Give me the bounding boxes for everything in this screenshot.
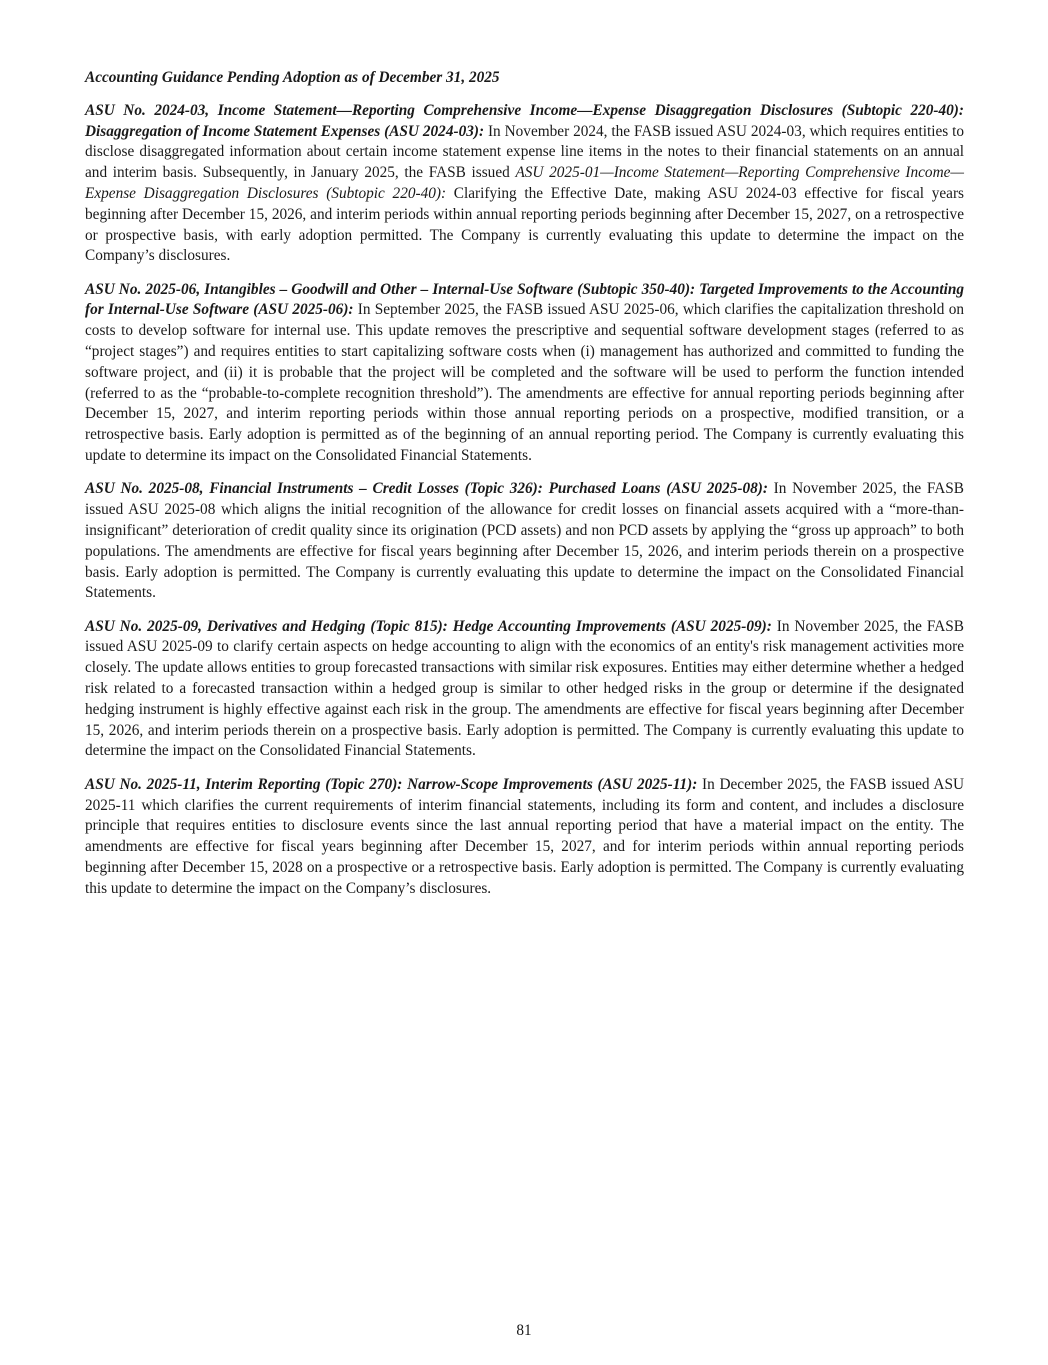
page-number: 81 [516,1322,532,1339]
paragraph-asu-2025-09 [85,617,964,763]
paragraph-body: In November 2025, the FASB issued ASU 2025-09 to clarify certain aspects on hedge accounting to align with the economics of an entity's risk management activities more closely. The update allows entities to group forecasted transactions with similar risk exposures. Entities may either determine whether a hedged risk related to a forecasted transaction within a hedged group is similar to other hedged risks in the group or determine if the designated hedging instrument is highly effective against each risk in the group. The amendments are effective for fiscal years beginning after December 15, 2026, and interim periods therein on a prospective basis. Early adoption is permitted. The Company is currently evaluating this update to determine the impact on the Consolidated Financial Statements. [85,617,965,760]
paragraph-lead: ASU No. 2024-03, Income Statement—Reporting Comprehensive Income—Expense Disaggregation Disclosures (Subtopic 220-40): Disaggregation of Income Statement Expenses (ASU 2024-03): [85,101,964,140]
paragraph-lead: ASU No. 2025-06, Intangibles – Goodwill and Other – Internal-Use Software (Subtopic 350-40): Targeted Improvements to the Accounting for Internal-Use Software (ASU 2025-06): [85,280,964,319]
section-heading: Accounting Guidance Pending Adoption as of December 31, 2025 [85,69,500,86]
paragraph-body: In November 2025, the FASB issued ASU 2025-08 which aligns the initial recognition of the allowance for credit losses on financial assets acquired with a “more-than-insignificant” deterioration of credit quality since its origination (PCD assets) and non PCD assets by applying the “gross up approach” to both populations. The amendments are effective for fiscal years beginning after December 15, 2026, and interim periods therein on a prospective basis. Early adoption is permitted. The Company is currently evaluating this update to determine the impact on the Consolidated Financial Statements. [85,480,964,602]
paragraph-italic-reference: ASU 2025-01—Income Statement—Reporting Comprehensive Income—Expense Disaggregation Disclosures (Subtopic 220-40): [85,164,965,202]
paragraph-asu-2024-03 [85,101,964,267]
paragraph-asu-2025-08 [85,479,964,604]
paragraph-asu-2025-11 [85,775,964,900]
paragraph-body: In November 2024, the FASB issued ASU 2024-03, which requires entities to disclose disaggregated information about certain income statement expense line items in the notes to their financial statements on an annual and interim basis. Subsequently, in January 2025, the FASB issued [85,122,964,182]
paragraph-body: In September 2025, the FASB issued ASU 2025-06, which clarifies the capitalization threshold on costs to develop software for internal use. This update removes the prescriptive and sequential software development stages (referred to as “project stages”) and requires entities to start capitalizing software costs when (i) management has authorized and committed to funding the software project, and (ii) it is probable that the project will be completed and the software will be used to perform the function intended (referred to as the “probable-to-complete recognition threshold”). The amendments are effective for annual reporting periods beginning after December 15, 2027, and interim reporting periods within those annual reporting periods on a prospective, modified transition, or a retrospective basis. Early adoption is permitted as of the beginning of an annual reporting period. The Company is currently evaluating this update to determine its impact on the Consolidated Financial Statements. [85,301,964,465]
paragraph-body: In December 2025, the FASB issued ASU 2025-11 which clarifies the current requirements of interim financial statements, including its form and content, and includes a disclosure principle that requires entities to disclosure events since the last annual reporting period that have a material impact on the entity. The amendments are effective for fiscal years beginning after December 15, 2027, and for interim periods within annual reporting periods beginning after December 15, 2028 on a prospective or a retrospective basis. Early adoption is permitted. The Company is currently evaluating this update to determine the impact on the Company’s disclosures. [85,775,964,897]
paragraph-asu-2025-06 [85,280,964,467]
paragraph-lead: ASU No. 2025-11, Interim Reporting (Topic 270): Narrow-Scope Improvements (ASU 2025-11): [85,775,698,793]
document-page [85,68,964,912]
paragraph-lead: ASU No. 2025-09, Derivatives and Hedging (Topic 815): Hedge Accounting Improvements (ASU 2025-09): [85,617,772,635]
paragraph-body: Clarifying the Effective Date, making ASU 2024-03 effective for fiscal years beginning after December 15, 2026, and interim periods within annual reporting periods beginning after December 15, 2027, on a retrospective or prospective basis, with early adoption permitted. The Company is currently evaluating this update to determine the impact on the Company’s disclosures. [85,184,964,265]
paragraph-lead: ASU No. 2025-08, Financial Instruments – Credit Losses (Topic 326): Purchased Loans (ASU 2025-08): [85,480,768,498]
